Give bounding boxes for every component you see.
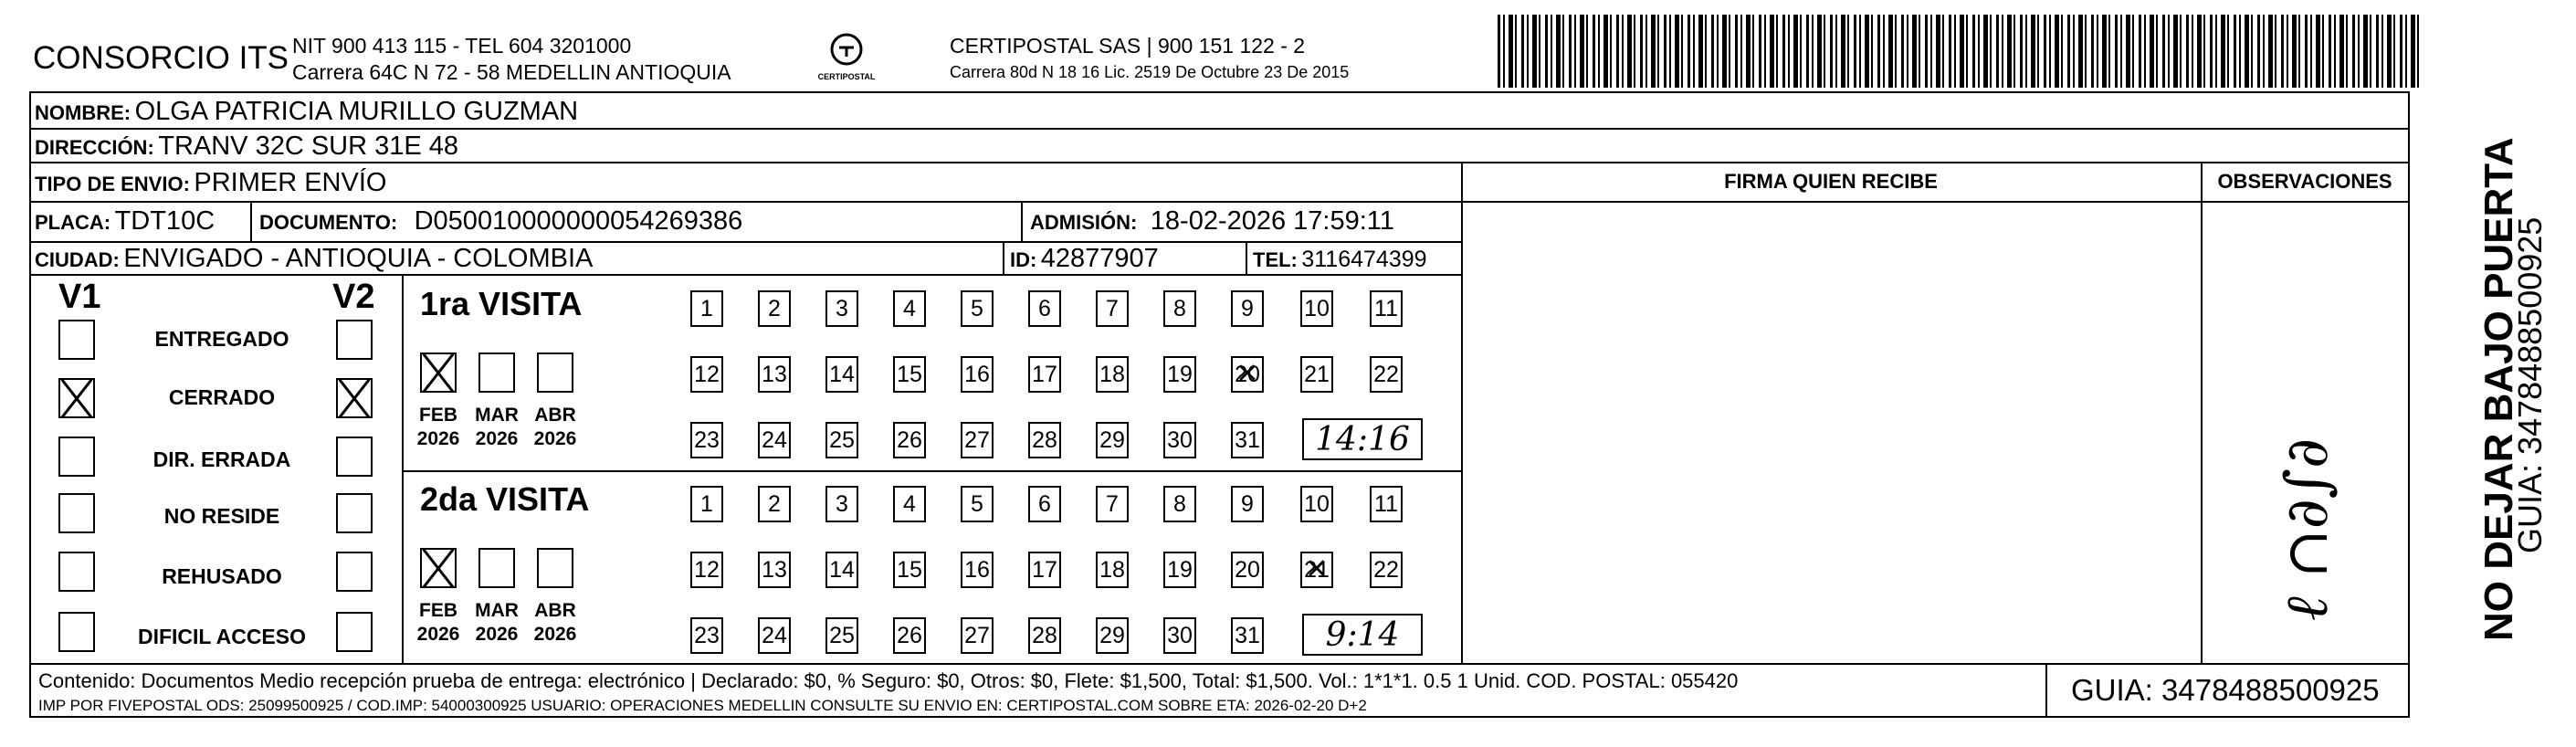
day-box[interactable]: 8 [1163, 486, 1196, 522]
day-box[interactable]: 16 [961, 552, 994, 588]
day-box[interactable]: 9 [1231, 486, 1264, 522]
month-year: 2026 [475, 624, 519, 645]
day-box[interactable]: 22 [1370, 552, 1403, 588]
day-box[interactable]: 5 [961, 290, 994, 327]
placa-label: PLACA: [35, 211, 111, 234]
month-year: 2026 [533, 624, 577, 645]
footer-content: Contenido: Documentos Medio recepción prueba de entrega: electrónico | Declarado: $0, % Seguro: $0, Otros: $0, Flete: $1,500, Total: $1,500. Vol.: 1*1*1. 0.5 1 Unid. COD. POSTAL: 055420 [38, 669, 1739, 692]
day-box[interactable]: 30 [1163, 422, 1196, 458]
logo-text: CERTIPOSTAL [817, 72, 876, 81]
month-label [530, 404, 581, 451]
day-box[interactable]: 17 [1028, 552, 1061, 588]
day-box[interactable]: 19 [1163, 552, 1196, 588]
certipostal-logo [815, 31, 878, 81]
v2-checkbox[interactable] [336, 437, 373, 477]
tipo-label: TIPO DE ENVIO: [35, 173, 190, 195]
day-box[interactable]: 12 [690, 552, 723, 588]
month-name: ABR [534, 405, 576, 426]
day-box[interactable]: 31 [1231, 422, 1264, 458]
day-box[interactable]: 24 [758, 422, 791, 458]
admision-row [1030, 206, 1394, 237]
direccion-row [35, 132, 458, 162]
day-box[interactable]: 5 [961, 486, 994, 522]
visit-title: 1ra VISITA [420, 285, 583, 322]
day-box[interactable]: 25 [825, 617, 858, 654]
day-box[interactable]: 28 [1028, 617, 1061, 654]
v1-checkbox[interactable] [58, 437, 95, 477]
visit-hour: 14:16 [1302, 418, 1423, 460]
v1-checkbox[interactable] [58, 552, 95, 592]
firma-header: FIRMA QUIEN RECIBE [1724, 170, 1938, 193]
id-row [1010, 244, 1159, 274]
day-box[interactable]: 19 [1163, 356, 1196, 393]
month-label [471, 599, 522, 647]
no-dejar-bajo-puerta: NO DEJAR BAJO PUERTA [2476, 137, 2521, 641]
month-name: MAR [475, 600, 519, 621]
day-box[interactable]: 29 [1096, 617, 1129, 654]
observaciones-header: OBSERVACIONES [2217, 170, 2392, 193]
ciudad-label: CIUDAD: [35, 248, 120, 271]
month-label [471, 404, 522, 451]
status-label: DIFICIL ACCESO [137, 625, 306, 648]
id-label: ID: [1010, 248, 1037, 271]
day-box[interactable]: 8 [1163, 290, 1196, 327]
day-box[interactable]: 30 [1163, 617, 1196, 654]
month-checkbox[interactable] [420, 352, 457, 393]
day-box[interactable]: 18 [1096, 356, 1129, 393]
day-box[interactable]: 4 [893, 290, 926, 327]
day-box[interactable]: 10 [1300, 486, 1333, 522]
month-name: FEB [419, 600, 457, 621]
month-name: FEB [419, 405, 457, 426]
v2-checkbox[interactable] [336, 378, 373, 418]
day-box[interactable]: 10 [1300, 290, 1333, 327]
nombre-label: NOMBRE: [35, 101, 131, 124]
month-year: 2026 [416, 624, 460, 645]
v2-checkbox[interactable] [336, 552, 373, 592]
visit-hour: 9:14 [1302, 614, 1423, 656]
admision-label: ADMISIÓN: [1030, 211, 1138, 234]
month-checkbox[interactable] [420, 548, 457, 588]
month-checkbox[interactable] [537, 548, 573, 588]
day-box[interactable]: 6 [1028, 486, 1061, 522]
v2-header: V2 [332, 278, 375, 316]
carrier-info [950, 33, 1349, 85]
day-box[interactable]: 14 [825, 552, 858, 588]
v1-checkbox[interactable] [58, 320, 95, 360]
day-box[interactable]: 27 [961, 617, 994, 654]
day-box[interactable]: 15 [893, 552, 926, 588]
company-address: Carrera 64C N 72 - 58 MEDELLIN ANTIOQUIA [292, 60, 731, 84]
direccion-label: DIRECCIÓN: [35, 136, 154, 159]
status-label: REHUSADO [162, 564, 282, 588]
status-label: ENTREGADO [154, 327, 289, 351]
month-label [530, 599, 581, 647]
v2-checkbox[interactable] [336, 612, 373, 652]
status-label: NO RESIDE [163, 504, 280, 528]
day-box[interactable]: 26 [893, 617, 926, 654]
day-box[interactable]: 16 [961, 356, 994, 393]
footer-imp: IMP POR FIVEPOSTAL ODS: 25099500925 / COD.IMP: 54000300925 USUARIO: OPERACIONES MEDELLIN CONSULTE SU ENVIO EN: CERTIPOSTAL.COM SOBRE ETA: 2026-02-20 D+2 [38, 697, 1367, 714]
day-box[interactable]: 31 [1231, 617, 1264, 654]
placa-value: TDT10C [114, 206, 216, 236]
handwritten-observation: ℓ ∩∂∫∂ [2274, 437, 2341, 621]
tel-label: TEL: [1253, 248, 1298, 271]
v1-checkbox[interactable] [58, 612, 95, 652]
carrier-address: Carrera 80d N 18 16 Lic. 2519 De Octubre 23 De 2015 [950, 63, 1350, 81]
day-box[interactable]: 2 [758, 290, 791, 327]
v2-checkbox[interactable] [336, 320, 373, 360]
visit-title: 2da VISITA [420, 480, 590, 518]
day-box[interactable]: 11 [1370, 290, 1403, 327]
day-box[interactable]: 29 [1096, 422, 1129, 458]
carrier-nit: CERTIPOSTAL SAS | 900 151 122 - 2 [950, 34, 1306, 58]
month-year: 2026 [475, 428, 519, 449]
day-box[interactable]: 11 [1370, 486, 1403, 522]
day-box[interactable]: 13 [758, 356, 791, 393]
ciudad-value: ENVIGADO - ANTIOQUIA - COLOMBIA [123, 244, 594, 273]
guia-number: GUIA: 3478488500925 [2045, 663, 2407, 718]
direccion-value: TRANV 32C SUR 31E 48 [158, 132, 459, 161]
day-box[interactable]: 4 [893, 486, 926, 522]
month-year: 2026 [533, 428, 577, 449]
month-year: 2026 [416, 428, 460, 449]
day-box[interactable]: 12 [690, 356, 723, 393]
day-box[interactable]: 14 [825, 356, 858, 393]
month-checkbox[interactable] [478, 548, 515, 588]
v1-checkbox[interactable] [58, 378, 95, 418]
certipostal-logo-icon [828, 31, 865, 68]
day-box[interactable]: 7 [1096, 486, 1129, 522]
day-box[interactable]: 3 [825, 486, 858, 522]
company-info [292, 33, 731, 86]
id-value: 42877907 [1040, 244, 1159, 273]
company-nit: NIT 900 413 115 - TEL 604 3201000 [292, 34, 632, 58]
month-name: ABR [534, 600, 576, 621]
month-label [413, 404, 464, 451]
documento-row [259, 206, 742, 237]
day-box[interactable]: 24 [758, 617, 791, 654]
day-box[interactable]: 22 [1370, 356, 1403, 393]
day-box[interactable]: 27 [961, 422, 994, 458]
day-box[interactable]: 23 [690, 617, 723, 654]
day-box[interactable] [1231, 356, 1264, 393]
day-box[interactable]: 3 [825, 290, 858, 327]
day-box[interactable]: 28 [1028, 422, 1061, 458]
tel-value: 3116474399 [1301, 247, 1427, 272]
tipo-value: PRIMER ENVÍO [194, 168, 387, 197]
day-box[interactable]: 25 [825, 422, 858, 458]
v2-checkbox[interactable] [336, 493, 373, 533]
documento-value: D050010000000054269386 [414, 206, 743, 236]
day-number: 21 [1304, 557, 1330, 583]
admision-value: 18-02-2026 17:59:11 [1150, 206, 1394, 236]
v1-checkbox[interactable] [58, 493, 95, 533]
day-box[interactable]: 2 [758, 486, 791, 522]
day-box[interactable]: 23 [690, 422, 723, 458]
day-box[interactable]: 21 [1300, 356, 1333, 393]
day-box[interactable]: 7 [1096, 290, 1129, 327]
day-box[interactable]: 6 [1028, 290, 1061, 327]
nombre-row [35, 97, 578, 127]
day-box[interactable] [1300, 552, 1333, 588]
v1-header: V1 [58, 278, 101, 316]
day-box[interactable]: 1 [690, 290, 723, 327]
status-label: CERRADO [168, 385, 276, 409]
month-label [413, 599, 464, 647]
day-box[interactable]: 1 [690, 486, 723, 522]
day-box[interactable]: 20 [1231, 552, 1264, 588]
tel-row [1253, 247, 1427, 273]
company-name: CONSORCIO ITS [33, 40, 289, 76]
month-name: MAR [475, 405, 519, 426]
day-number: 20 [1235, 362, 1260, 387]
day-box[interactable]: 17 [1028, 356, 1061, 393]
barcode [1498, 15, 2420, 88]
nombre-value: OLGA PATRICIA MURILLO GUZMAN [134, 97, 579, 126]
status-label: DIR. ERRADA [152, 447, 291, 471]
documento-label: DOCUMENTO: [259, 211, 398, 234]
month-checkbox[interactable] [537, 352, 573, 393]
placa-row [35, 206, 215, 237]
ciudad-row [35, 244, 593, 274]
month-checkbox[interactable] [478, 352, 515, 393]
day-box[interactable]: 26 [893, 422, 926, 458]
side-guia: GUIA: 3478488500925 [2511, 216, 2549, 553]
day-box[interactable]: 13 [758, 552, 791, 588]
tipo-row [35, 168, 386, 198]
day-box[interactable]: 15 [893, 356, 926, 393]
day-box[interactable]: 9 [1231, 290, 1264, 327]
day-box[interactable]: 18 [1096, 552, 1129, 588]
